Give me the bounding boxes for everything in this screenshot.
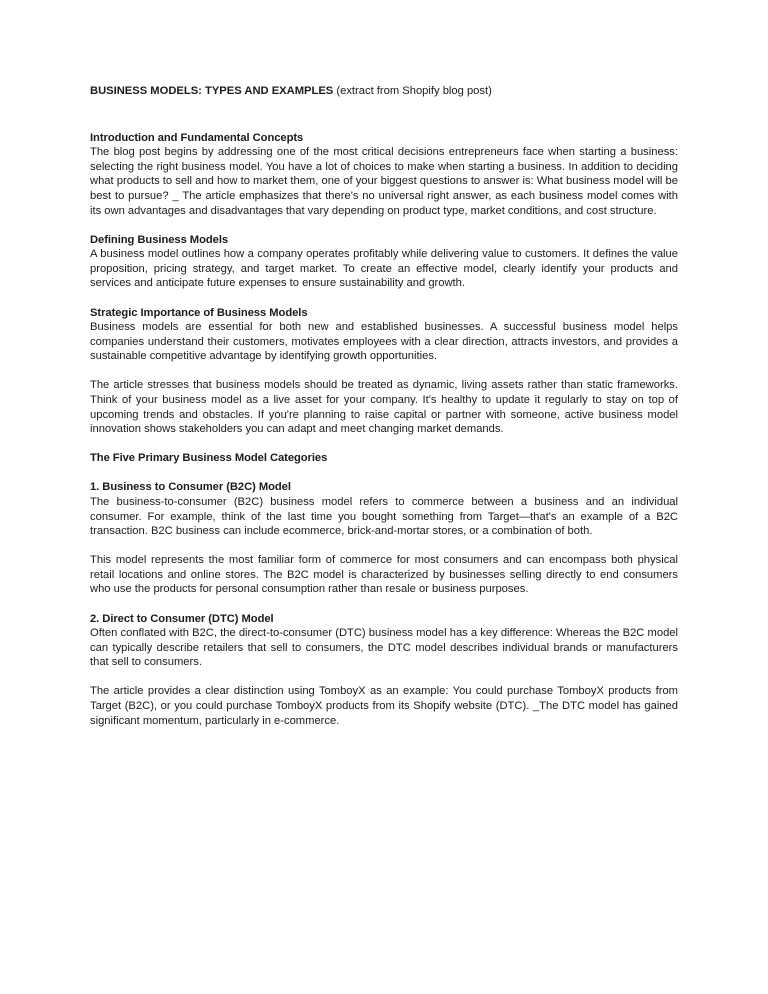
heading-b2c: 1. Business to Consumer (B2C) Model: [90, 481, 291, 494]
heading-defining-business-models: Defining Business Models: [90, 233, 229, 246]
section-strategic-importance-continued: [90, 378, 678, 436]
heading-strategic-importance: Strategic Importance of Business Models: [90, 306, 308, 319]
paragraph-defining-1: A business model outlines how a company operates profitably while delivering value to customers. It defines the value proposition, pricing strategy, and target market. To create an effective model, clearly identify your products and services and anticipate future expenses to ensure sustainability and growth.: [90, 248, 678, 290]
document-title-main: BUSINESS MODELS: TYPES AND EXAMPLES: [90, 85, 334, 97]
document-title-subtitle: (extract from Shopify blog post): [333, 85, 492, 97]
paragraph-dtc-1: Often conflated with B2C, the direct-to-consumer (DTC) business model has a key difference: Whereas the B2C model can typically describe retailers that sell to consumers, the DTC model describes individual brands or manufacturers that sell to consumers.: [90, 627, 678, 669]
paragraph-b2c-1: The business-to-consumer (B2C) business model refers to commerce between a business and an individual consumer. For example, think of the last time you bought something from Target—that's an example of a B2C transaction. B2C business can include ecommerce, brick-and-mortar stores, or a combination of both.: [90, 495, 678, 538]
section-five-categories: [90, 451, 678, 466]
paragraph-strategic-2: The article stresses that business models should be treated as dynamic, living assets rather than static frameworks. Think of your business model as a live asset for your company. It's healthy to update it regularly to stay on top of upcoming trends and obstacles. If you're planning to raise capital or partner with someone, active business model innovation shows stakeholders you can adapt and meet changing market demands.: [90, 379, 678, 436]
document-title: [90, 84, 678, 99]
paragraph-strategic-1: Business models are essential for both new and established businesses. A successful business model helps companies understand their customers, motivates employees with a clear direction, attracts investors, and provides a sustainable competitive advantage by identifying growth opportunities.: [90, 321, 678, 363]
section-strategic-importance: [90, 306, 678, 364]
paragraph-introduction-1: The blog post begins by addressing one of the most critical decisions entrepreneurs face when starting a business: selecting the right business model. You have a lot of choices to make when starting a business. In addition to deciding what products to sell and how to market them, one of your biggest questions to answer is: What business model will be best to pursue? _ The article emphasizes that there's no universal right answer, as each business model comes with its own advantages and disadvantages that vary depending on product type, market conditions, and cost structure.: [90, 146, 678, 217]
heading-five-categories: The Five Primary Business Model Categories: [90, 452, 328, 465]
section-introduction: [90, 131, 678, 219]
document-content: [90, 84, 678, 728]
section-dtc-continued: [90, 684, 678, 728]
section-b2c: [90, 480, 678, 538]
section-defining-business-models: [90, 233, 678, 291]
heading-dtc: 2. Direct to Consumer (DTC) Model: [90, 612, 274, 625]
paragraph-dtc-2: The article provides a clear distinction using TomboyX as an example: You could purchase TomboyX products from Target (B2C), or you could purchase TomboyX products from its Shopify website (DTC). _The DTC model has gained significant momentum, particularly in e-commerce.: [90, 685, 678, 727]
paragraph-b2c-2: This model represents the most familiar form of commerce for most consumers and can encompass both physical retail locations and online stores. The B2C model is characterized by businesses selling directly to end consumers who use the products for personal consumption rather than resale or business purposes.: [90, 554, 678, 596]
section-b2c-continued: [90, 553, 678, 597]
heading-introduction: Introduction and Fundamental Concepts: [90, 131, 304, 144]
section-dtc: [90, 612, 678, 670]
